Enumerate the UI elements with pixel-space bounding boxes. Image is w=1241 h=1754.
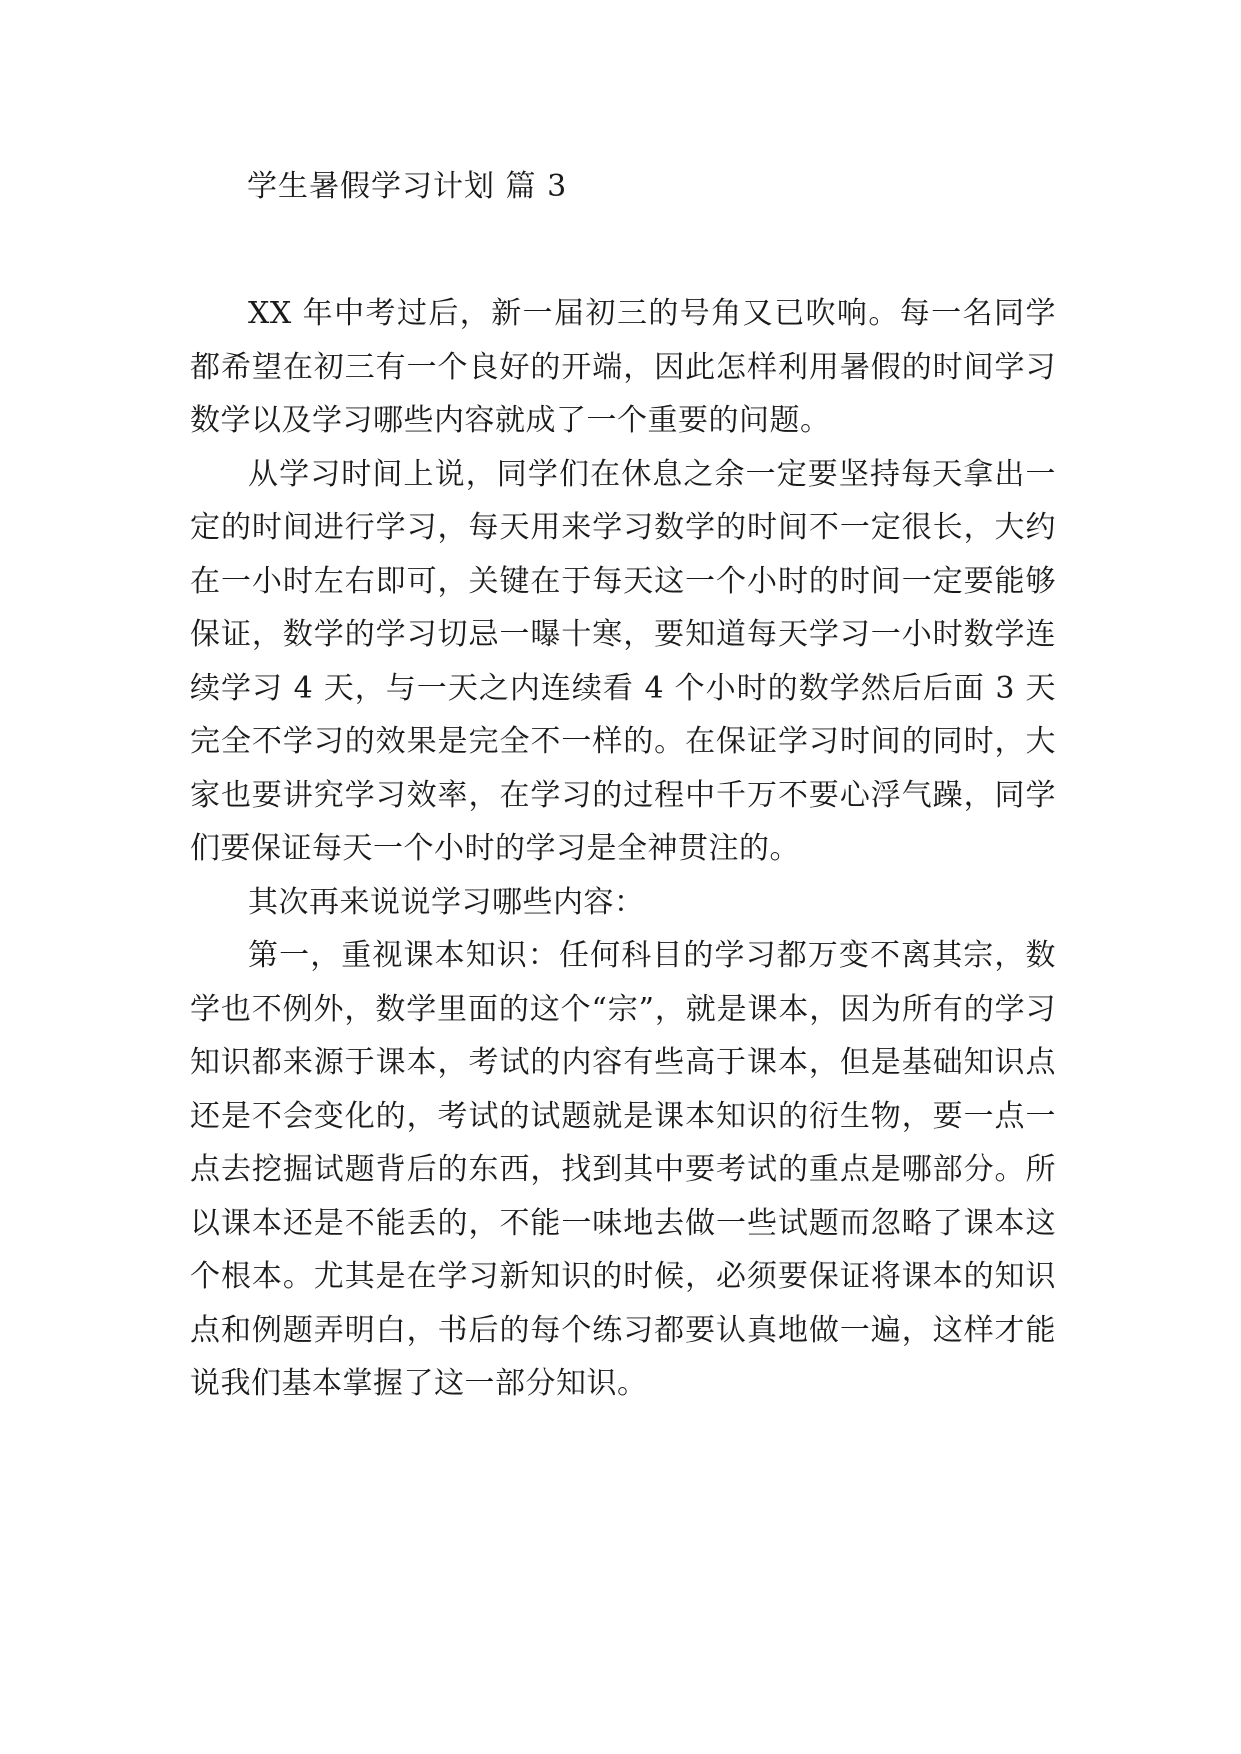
document-title: 学生暑假学习计划 篇 3 <box>247 169 568 204</box>
paragraph-4: 第一，重视课本知识：任何科目的学习都万变不离其宗，数学也不例外，数学里面的这个“宗”，就是课本，因为所有的学习知识都来源于课本，考试的内容有些高于课本，但是基础知识点还是不会变化的，考试的试题就是课本知识的衍生物，要一点一点去挖掘试题背后的东西，找到其中要考试的重点是哪部分。所以课本还是不能丢的，不能一味地去做一些试题而忽略了课本这个根本。尤其是在学习新知识的时候，必须要保证将课本的知识点和例题弄明白，书后的每个练习都要认真地做一遍，这样才能说我们基本掌握了这一部分知识。 <box>190 938 1056 1401</box>
paragraph-1: XX 年中考过后，新一届初三的号角又已吹响。每一名同学都希望在初三有一个良好的开端，因此怎样利用暑假的时间学习数学以及学习哪些内容就成了一个重要的问题。 <box>190 296 1056 438</box>
paragraph-2: 从学习时间上说，同学们在休息之余一定要坚持每天拿出一定的时间进行学习，每天用来学习数学的时间不一定很长，大约在一小时左右即可，关键在于每天这一个小时的时间一定要能够保证，数学的学习切忌一曝十寒，要知道每天学习一小时数学连续学习 4 天，与一天之内连续看 4 个小时的数学然后后面 3 天完全不学习的效果是完全不一样的。在保证学习时间的同时，大家也要讲究学习效率，在学习的过程中千万不要心浮气躁，同学们要保证每天一个小时的学习是全神贯注的。 <box>190 456 1056 866</box>
document-body <box>190 287 1056 1411</box>
paragraph-3: 其次再来说说学习哪些内容： <box>248 884 645 920</box>
